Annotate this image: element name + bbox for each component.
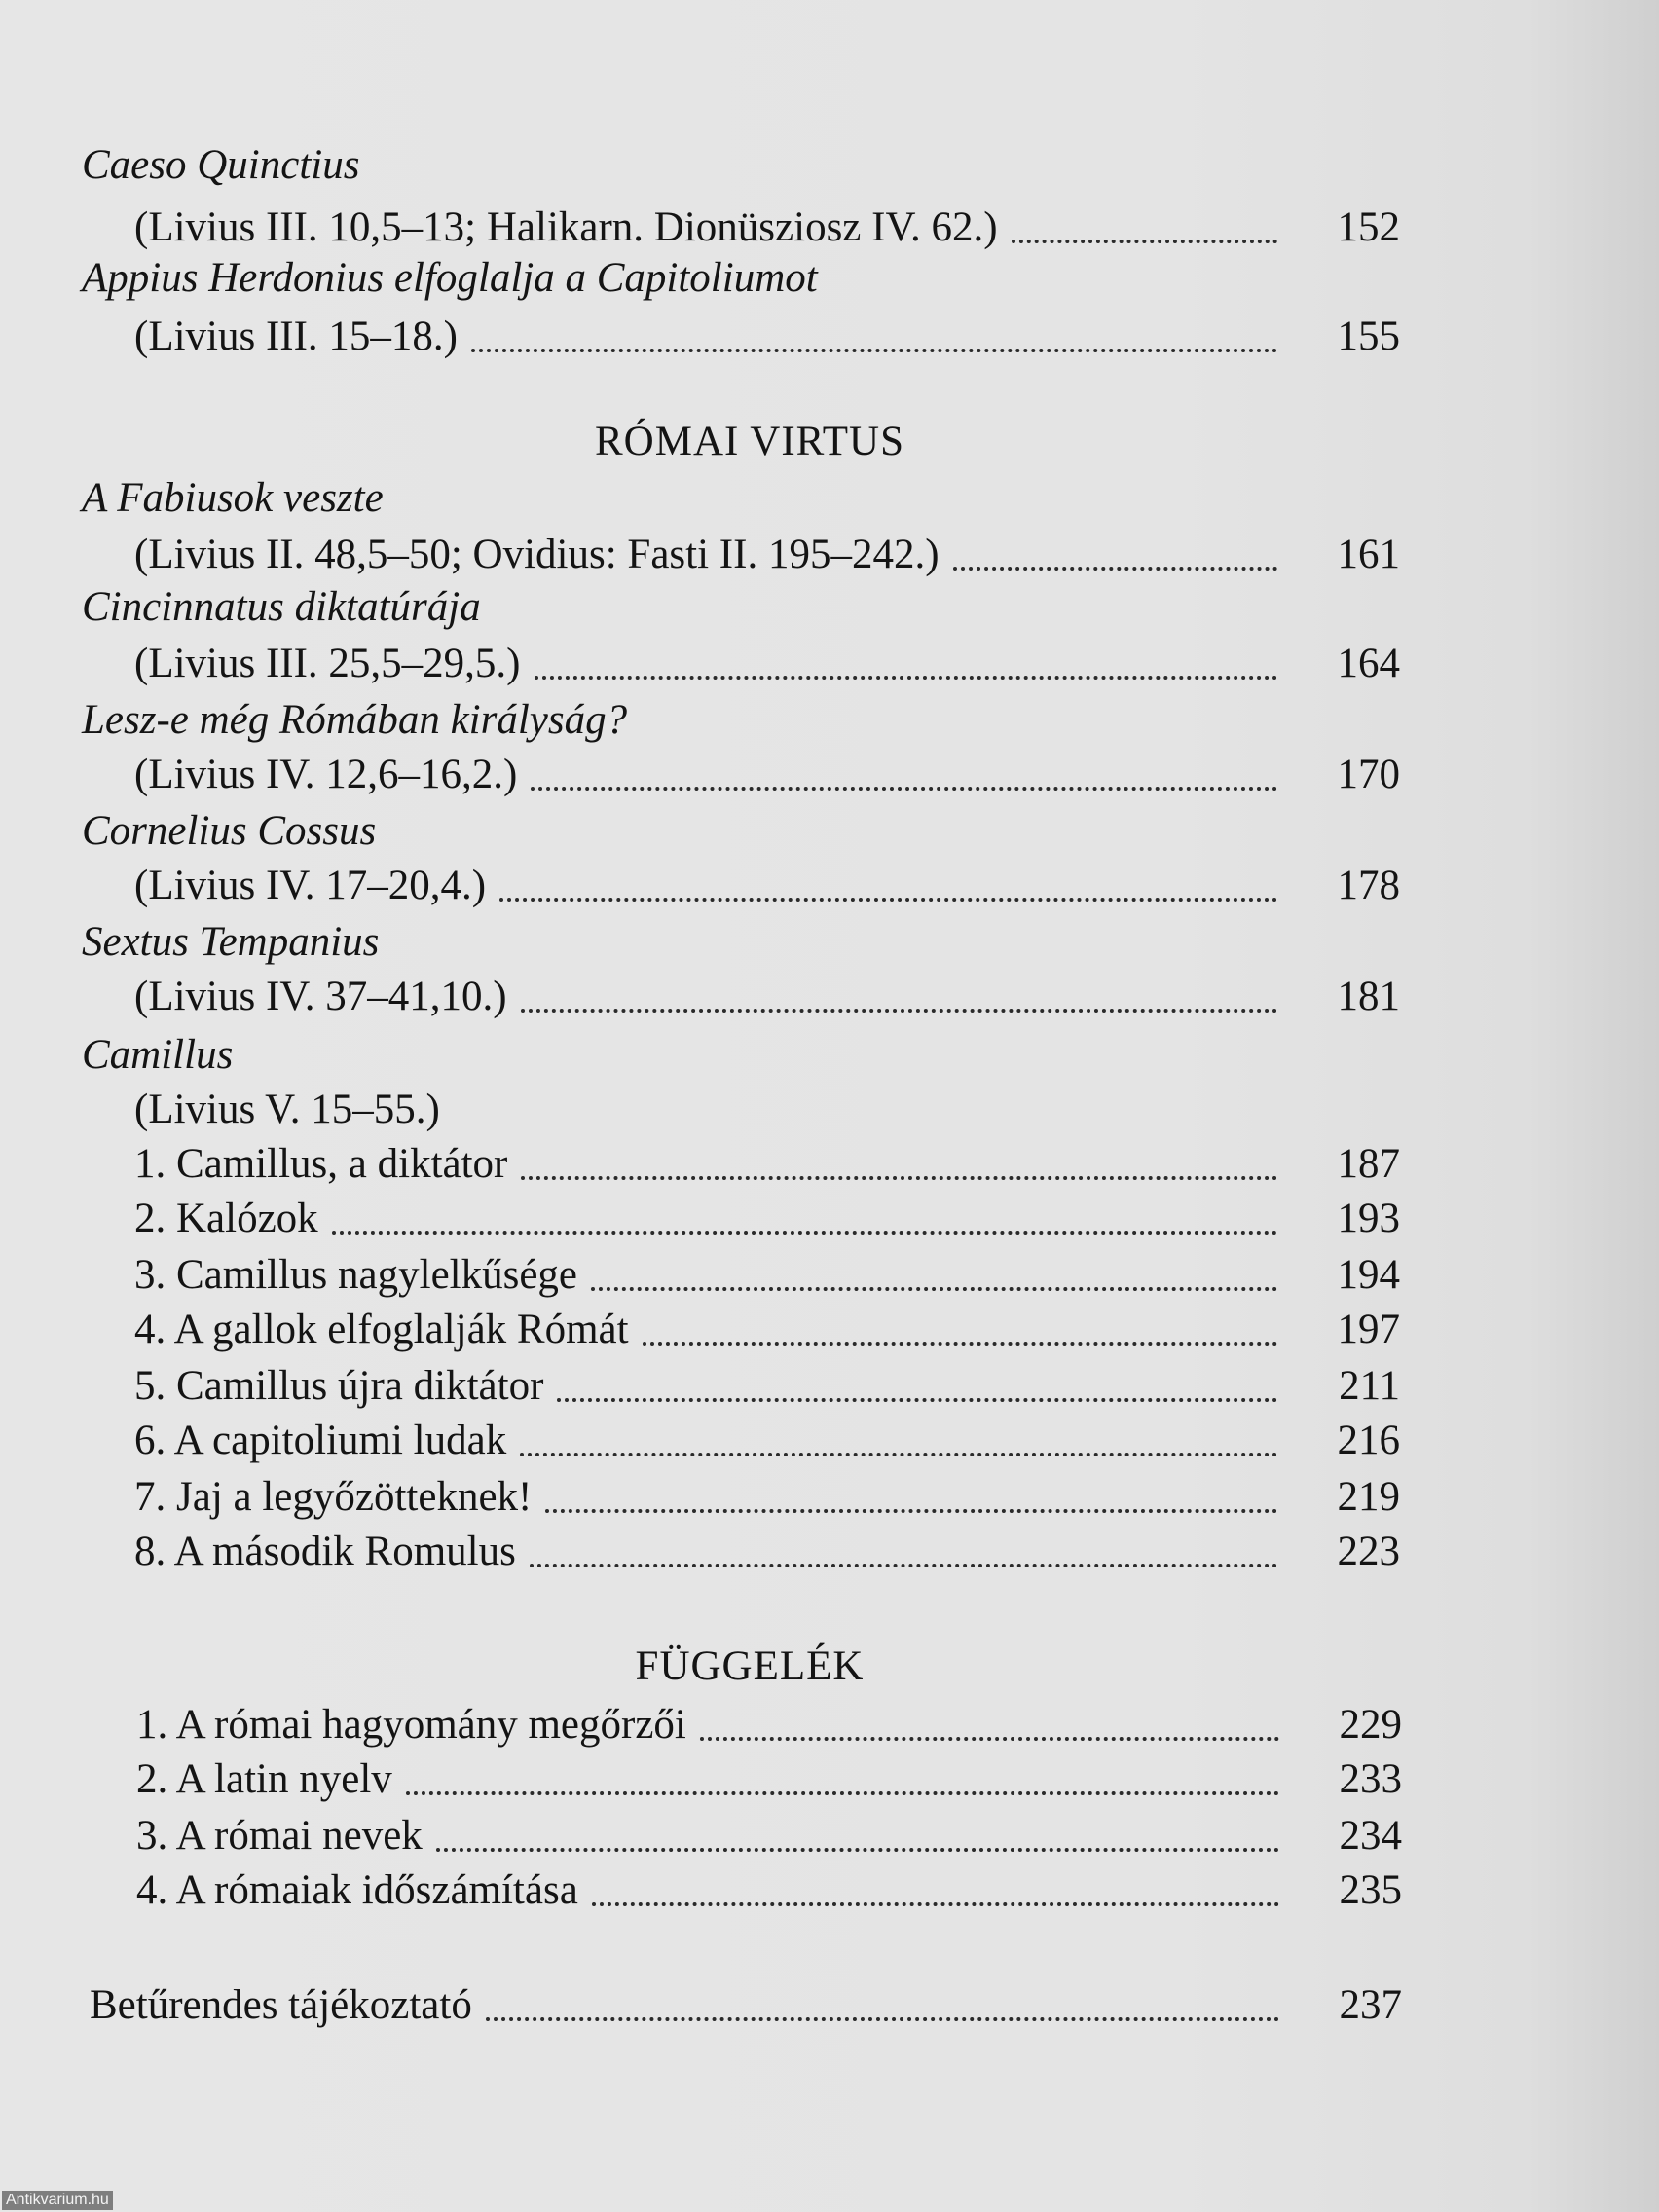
dot-leader bbox=[332, 1231, 1277, 1235]
toc-subentry bbox=[134, 1359, 1400, 1414]
dot-leader bbox=[521, 1009, 1277, 1013]
dot-leader bbox=[531, 787, 1277, 791]
page-number: 164 bbox=[1337, 641, 1400, 686]
toc-subentry bbox=[134, 1192, 1400, 1246]
page-number: 178 bbox=[1337, 863, 1400, 908]
toc-subentry bbox=[134, 1303, 1400, 1357]
subentry-label: 6. A capitoliumi ludak bbox=[134, 1418, 507, 1463]
page-number: 211 bbox=[1339, 1363, 1400, 1409]
toc-subentry bbox=[134, 1470, 1400, 1525]
toc-entry-title: Cincinnatus diktatúrája bbox=[82, 584, 481, 630]
toc-entry-title: Caeso Quinctius bbox=[82, 142, 360, 188]
toc-entry-title: Appius Herdonius elfoglalja a Capitoliumot bbox=[82, 255, 818, 301]
toc-entry-source-row bbox=[134, 748, 1400, 802]
dot-leader bbox=[557, 1398, 1277, 1402]
appendix-label: 3. A római nevek bbox=[136, 1813, 423, 1859]
toc-appendix-entry bbox=[136, 1698, 1402, 1752]
dot-leader bbox=[530, 1564, 1277, 1567]
subentry-label: 7. Jaj a legyőzötteknek! bbox=[134, 1474, 533, 1520]
toc-subentry bbox=[134, 1525, 1400, 1579]
toc-entry-title: Cornelius Cossus bbox=[82, 808, 377, 854]
toc-entry-source-row bbox=[134, 637, 1400, 691]
page-number: 235 bbox=[1339, 1867, 1402, 1913]
dot-leader bbox=[591, 1287, 1277, 1291]
toc-entry-source-row bbox=[134, 970, 1400, 1024]
dot-leader bbox=[499, 898, 1277, 902]
page-number: 170 bbox=[1337, 752, 1400, 797]
page-number: 152 bbox=[1337, 204, 1400, 250]
page-number: 219 bbox=[1337, 1474, 1400, 1520]
toc-appendix-entry bbox=[136, 1752, 1402, 1807]
appendix-label: 1. A római hagyomány megőrzői bbox=[136, 1702, 686, 1748]
toc-appendix-entry bbox=[136, 1809, 1402, 1863]
dot-leader bbox=[486, 2017, 1279, 2021]
toc-entry-source: (Livius III. 25,5–29,5.) bbox=[134, 641, 521, 686]
page-number: 216 bbox=[1337, 1418, 1400, 1463]
dot-leader bbox=[592, 1902, 1279, 1906]
dot-leader bbox=[521, 1176, 1277, 1180]
page-number: 181 bbox=[1337, 974, 1400, 1019]
page-number: 237 bbox=[1339, 1982, 1402, 2028]
toc-entry-source: (Livius III. 15–18.) bbox=[134, 313, 458, 359]
dot-leader bbox=[535, 676, 1278, 680]
index-label: Betűrendes tájékoztató bbox=[90, 1982, 472, 2028]
page-number: 161 bbox=[1337, 532, 1400, 577]
subentry-label: 4. A gallok elfoglalják Rómát bbox=[134, 1307, 629, 1352]
dot-leader bbox=[545, 1509, 1277, 1513]
toc-entry-source: (Livius III. 10,5–13; Halikarn. Dionüsziosz IV. 62.) bbox=[134, 204, 998, 250]
page-number: 233 bbox=[1339, 1756, 1402, 1802]
appendix-label: 4. A rómaiak időszámítása bbox=[136, 1867, 578, 1913]
dot-leader bbox=[700, 1737, 1279, 1741]
dot-leader bbox=[1012, 240, 1277, 243]
page-number: 234 bbox=[1339, 1813, 1402, 1859]
dot-leader bbox=[436, 1848, 1279, 1852]
page-number: 194 bbox=[1337, 1252, 1400, 1298]
page-number: 187 bbox=[1337, 1141, 1400, 1187]
dot-leader bbox=[406, 1791, 1279, 1795]
toc-entry-title: Sextus Tempanius bbox=[82, 919, 380, 965]
appendix-label: 2. A latin nyelv bbox=[136, 1756, 392, 1802]
watermark: Antikvarium.hu bbox=[2, 2191, 113, 2210]
subentry-label: 1. Camillus, a diktátor bbox=[134, 1141, 508, 1187]
dot-leader bbox=[520, 1453, 1277, 1456]
toc-entry-source: (Livius IV. 17–20,4.) bbox=[134, 863, 487, 908]
section-heading: RÓMAI VIRTUS bbox=[594, 419, 905, 464]
subentry-label: 8. A második Romulus bbox=[134, 1529, 516, 1574]
toc-entry-source-row bbox=[134, 528, 1400, 582]
toc-entry-source-row bbox=[134, 201, 1400, 255]
toc-entry-source: (Livius II. 48,5–50; Ovidius: Fasti II. 195–242.) bbox=[134, 532, 940, 577]
page-number: 197 bbox=[1337, 1307, 1400, 1352]
page-number: 223 bbox=[1337, 1529, 1400, 1574]
subentry-label: 2. Kalózok bbox=[134, 1196, 318, 1241]
toc-entry-source: (Livius IV. 37–41,10.) bbox=[134, 974, 507, 1019]
toc-entry-source-row bbox=[134, 310, 1400, 364]
toc-subentry bbox=[134, 1248, 1400, 1303]
toc-entry-source: (Livius V. 15–55.) bbox=[134, 1087, 440, 1132]
toc-entry-title: Camillus bbox=[82, 1032, 234, 1078]
toc-entry-source: (Livius IV. 12,6–16,2.) bbox=[134, 752, 518, 797]
page-number: 193 bbox=[1337, 1196, 1400, 1241]
subentry-label: 3. Camillus nagylelkűsége bbox=[134, 1252, 578, 1298]
toc-entry-title: Lesz-e még Rómában királyság? bbox=[82, 697, 628, 743]
dot-leader bbox=[643, 1342, 1277, 1346]
page-number: 155 bbox=[1337, 313, 1400, 359]
toc-subentry bbox=[134, 1137, 1400, 1192]
dot-leader bbox=[471, 349, 1277, 352]
subentry-label: 5. Camillus újra diktátor bbox=[134, 1363, 544, 1409]
page-number: 229 bbox=[1339, 1702, 1402, 1748]
toc-entry-source-row bbox=[134, 859, 1400, 913]
toc-appendix-entry bbox=[136, 1863, 1402, 1918]
section-heading: FÜGGELÉK bbox=[635, 1643, 865, 1689]
toc-entry-title: A Fabiusok veszte bbox=[82, 475, 384, 521]
dot-leader bbox=[953, 567, 1277, 571]
toc-subentry bbox=[134, 1414, 1400, 1468]
toc-index-entry bbox=[90, 1978, 1402, 2033]
